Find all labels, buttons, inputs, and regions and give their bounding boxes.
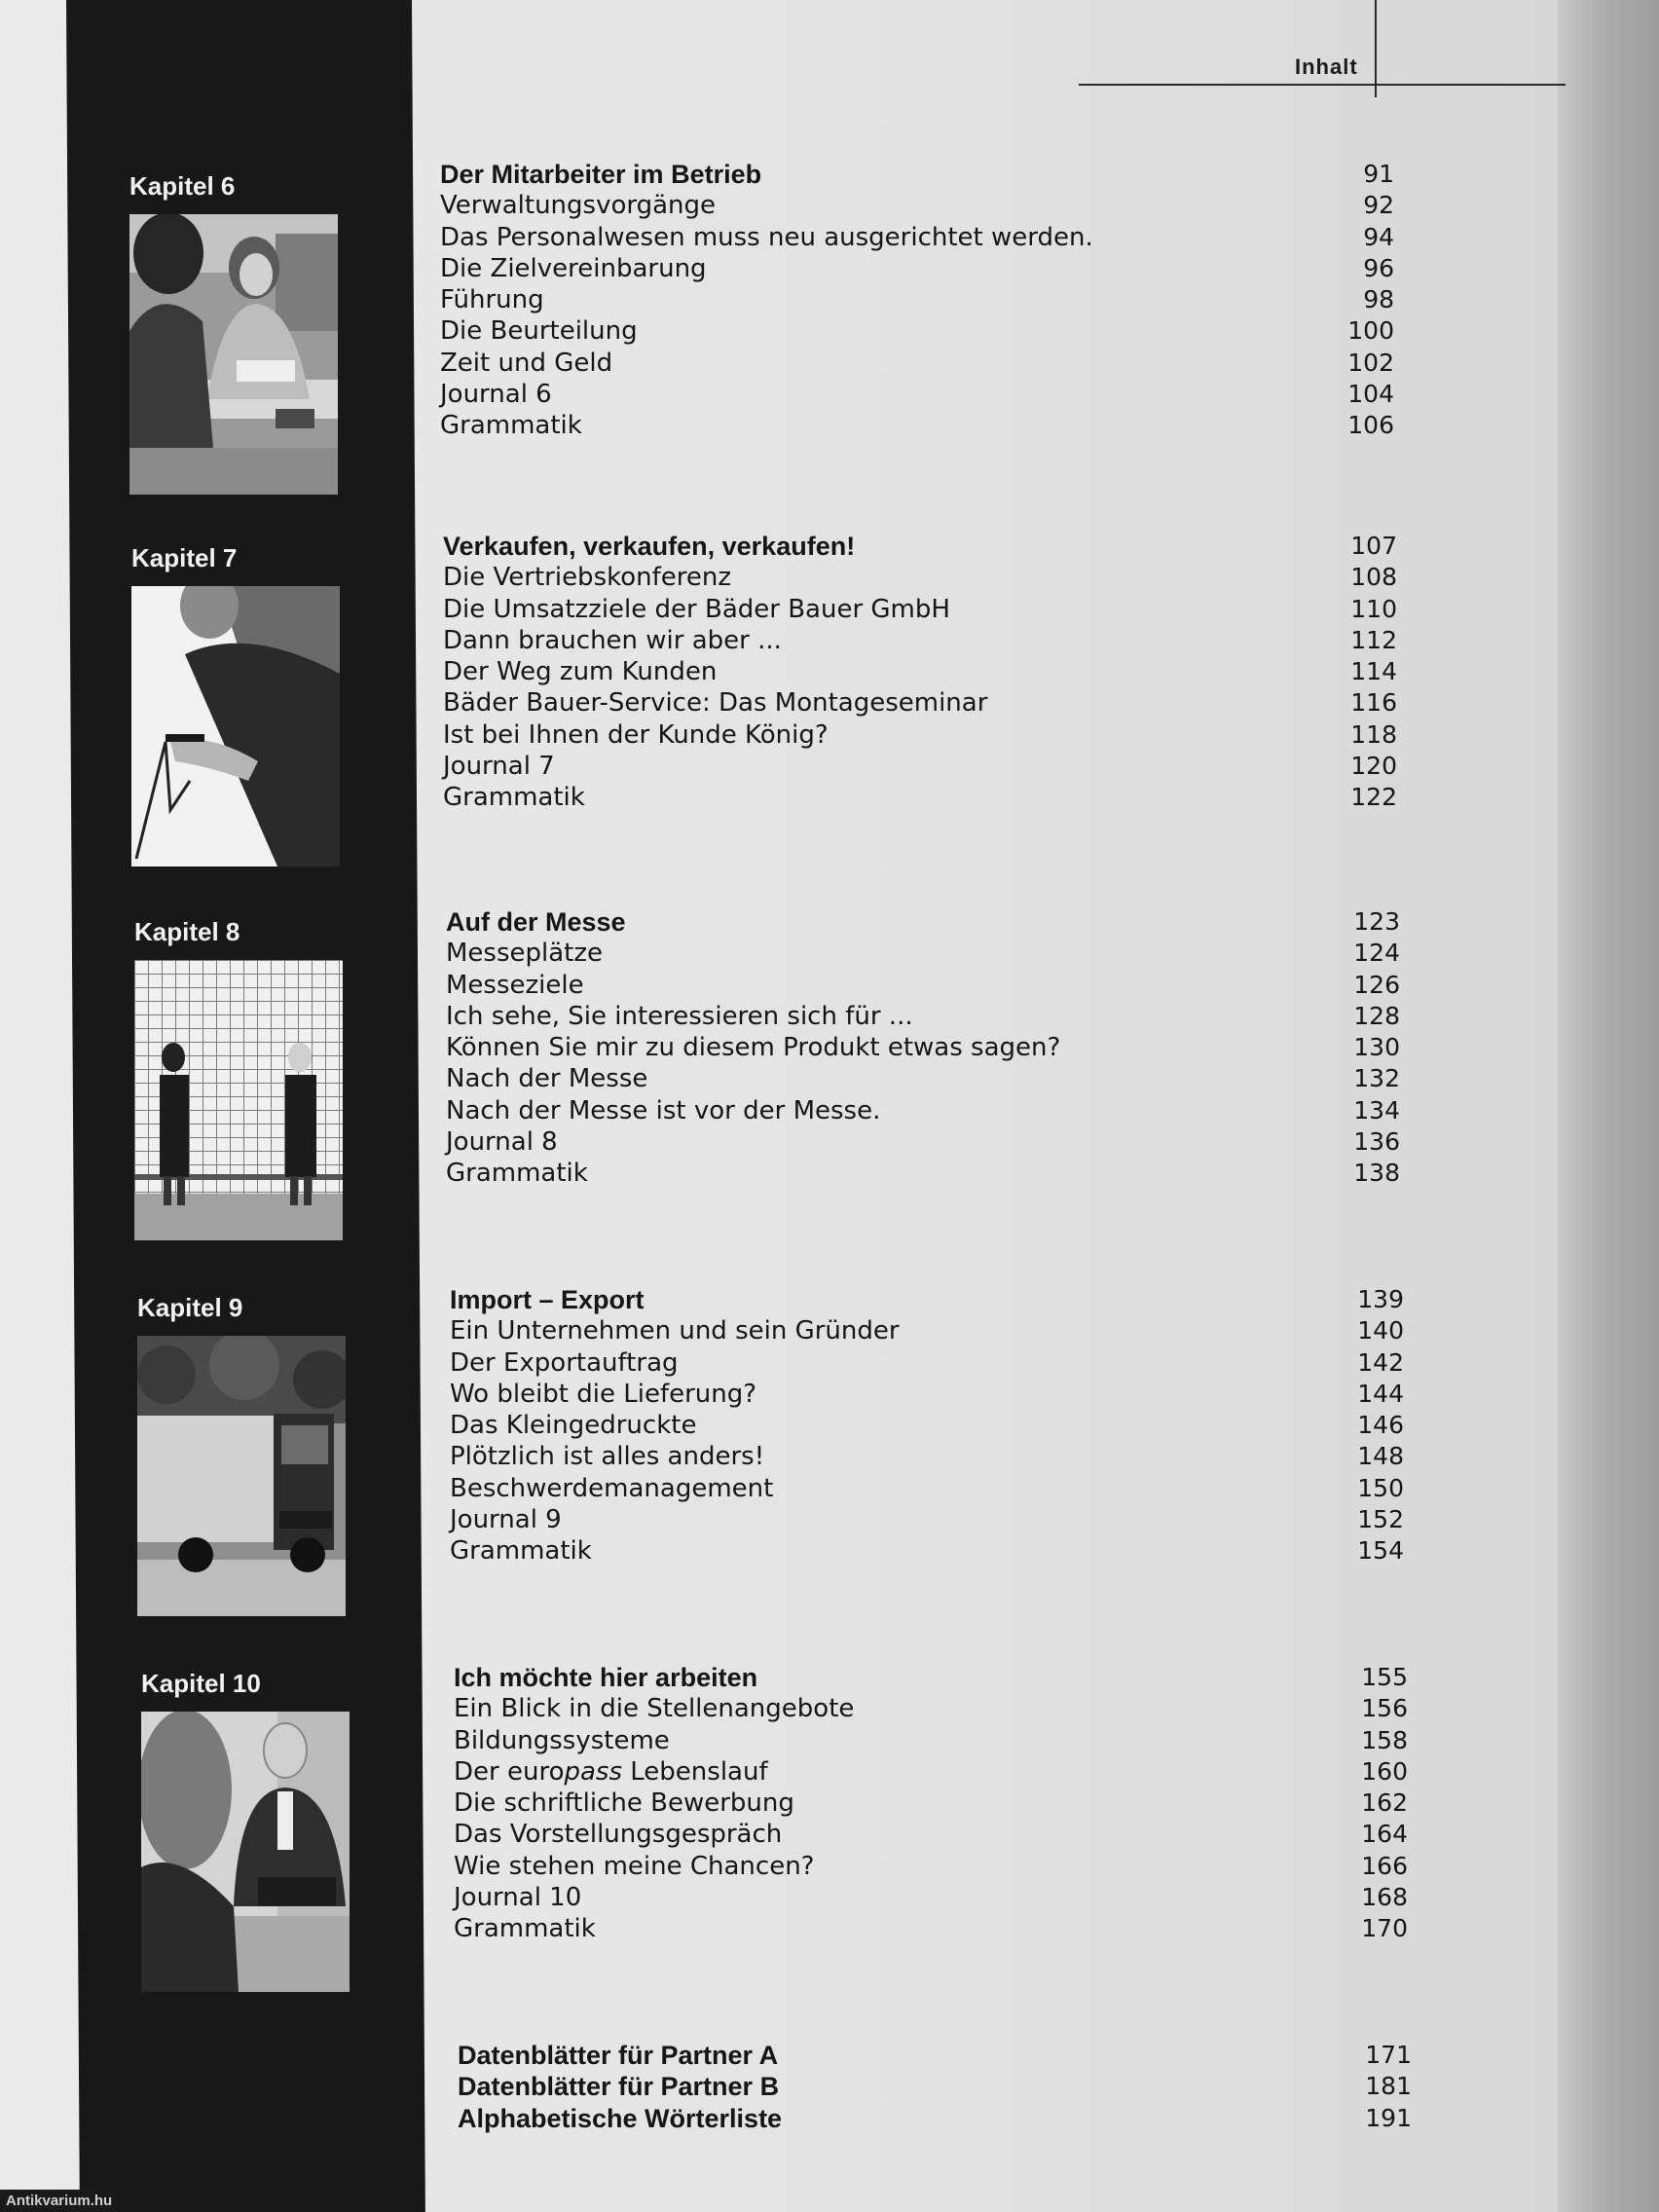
chapter-label: Kapitel 7 xyxy=(131,543,238,572)
toc-entry[interactable]: Der Exportauftrag 142 xyxy=(450,1347,1404,1378)
interview-photo xyxy=(141,1712,350,1992)
toc-entry[interactable]: Führung 98 xyxy=(440,285,1394,315)
toc-entry[interactable]: Messeziele 126 xyxy=(446,970,1400,1000)
toc-entry[interactable]: Ein Blick in die Stellenangebote 156 xyxy=(454,1694,1408,1724)
chapter-6-toc xyxy=(440,159,1394,442)
toc-entry[interactable]: Das Personalwesen muss neu ausgerichtet werden. 94 xyxy=(440,222,1394,252)
toc-entry[interactable]: Das Kleingedruckte 146 xyxy=(450,1411,1404,1441)
toc-entry[interactable]: Grammatik 122 xyxy=(443,783,1397,813)
chapter-10-toc xyxy=(454,1662,1408,1945)
toc-entry[interactable]: Das Vorstellungsgespräch 164 xyxy=(454,1820,1408,1850)
toc-entry[interactable]: Die Beurteilung 100 xyxy=(440,316,1394,347)
appendix-toc xyxy=(458,2040,1412,2134)
meeting-photo xyxy=(129,214,338,495)
toc-entry[interactable]: Alphabetische Wörterliste 191 xyxy=(458,2103,1412,2133)
toc-entry[interactable]: Der Mitarbeiter im Betrieb 91 xyxy=(440,160,1394,189)
watermark: Antikvarium.hu xyxy=(0,2190,118,2212)
toc-entry[interactable]: Verkaufen, verkaufen, verkaufen! 107 xyxy=(443,532,1397,561)
chapter-8-toc xyxy=(446,906,1400,1190)
toc-entry[interactable]: Der Weg zum Kunden 114 xyxy=(443,657,1397,687)
title-part: Lebenslauf xyxy=(622,1756,768,1787)
toc-entry[interactable]: Journal 9 152 xyxy=(450,1505,1404,1535)
toc-entry[interactable]: Die schriftliche Bewerbung 162 xyxy=(454,1788,1408,1819)
toc-entry[interactable]: Datenblätter für Partner B 181 xyxy=(458,2072,1412,2102)
toc-entry[interactable]: Wo bleibt die Lieferung? 144 xyxy=(450,1379,1404,1409)
toc-entry[interactable]: Journal 6 104 xyxy=(440,380,1394,410)
chapter-label: Kapitel 10 xyxy=(141,1669,261,1698)
toc-entry[interactable]: Messeplätze 124 xyxy=(446,939,1400,969)
page-edge xyxy=(1558,0,1659,2212)
toc-entry[interactable]: Ich möchte hier arbeiten 155 xyxy=(454,1663,1408,1692)
toc-entry[interactable]: Datenblätter für Partner A 171 xyxy=(458,2041,1412,2070)
header-divider-vertical xyxy=(1375,0,1377,97)
toc-entry[interactable]: Nach der Messe 132 xyxy=(446,1064,1400,1094)
toc-entry[interactable]: Auf der Messe 123 xyxy=(446,907,1400,937)
chapter-label: Kapitel 6 xyxy=(129,171,236,201)
trade-fair-photo xyxy=(134,960,343,1240)
toc-entry[interactable]: Grammatik 170 xyxy=(454,1914,1408,1944)
toc-entry[interactable]: Bäder Bauer-Service: Das Montageseminar 116 xyxy=(443,688,1397,719)
toc-entry[interactable]: Bildungssysteme 158 xyxy=(454,1725,1408,1755)
toc-entry[interactable]: Nach der Messe ist vor der Messe. 134 xyxy=(446,1095,1400,1125)
chapter-label: Kapitel 8 xyxy=(134,917,240,946)
flipchart-photo xyxy=(131,586,340,866)
chapter-label: Kapitel 9 xyxy=(137,1293,243,1322)
chapter-7-toc xyxy=(443,531,1397,814)
toc-entry[interactable]: Zeit und Geld 102 xyxy=(440,348,1394,378)
toc-entry[interactable]: Die Zielvereinbarung 96 xyxy=(440,253,1394,283)
toc-entry[interactable]: Journal 7 120 xyxy=(443,752,1397,782)
toc-entry[interactable]: Import – Export 139 xyxy=(450,1285,1404,1314)
toc-entry[interactable]: Ein Unternehmen und sein Gründer 140 xyxy=(450,1316,1404,1346)
truck-photo xyxy=(137,1336,346,1616)
toc-entry[interactable]: Die Umsatzziele der Bäder Bauer GmbH 110 xyxy=(443,594,1397,624)
chapter-9-toc xyxy=(450,1284,1404,1567)
toc-entry[interactable]: Journal 10 168 xyxy=(454,1883,1408,1913)
toc-entry[interactable]: Grammatik 106 xyxy=(440,411,1394,441)
toc-entry[interactable]: Grammatik 154 xyxy=(450,1536,1404,1567)
toc-entry[interactable]: Verwaltungsvorgänge 92 xyxy=(440,191,1394,221)
toc-entry[interactable]: Grammatik 138 xyxy=(446,1159,1400,1189)
toc-entry[interactable]: Können Sie mir zu diesem Produkt etwas sagen? 130 xyxy=(446,1033,1400,1063)
title-part-italic: pass xyxy=(564,1756,623,1787)
header-divider-horizontal xyxy=(1079,84,1566,86)
toc-entry[interactable]: Beschwerdemanagement 150 xyxy=(450,1473,1404,1503)
toc-entry[interactable]: Plötzlich ist alles anders! 148 xyxy=(450,1442,1404,1472)
toc-entry[interactable]: Ist bei Ihnen der Kunde König? 118 xyxy=(443,719,1397,750)
toc-entry[interactable]: Die Vertriebskonferenz 108 xyxy=(443,563,1397,593)
title-part: Der euro xyxy=(454,1756,565,1787)
toc-entry[interactable]: Ich sehe, Sie interessieren sich für ... 128 xyxy=(446,1001,1400,1031)
toc-entry[interactable]: Journal 8 136 xyxy=(446,1127,1400,1158)
section-header: Inhalt xyxy=(1295,55,1358,79)
toc-entry[interactable]: Der europass Lebenslauf 160 xyxy=(454,1756,1408,1787)
toc-entry[interactable]: Wie stehen meine Chancen? 166 xyxy=(454,1851,1408,1881)
toc-entry[interactable]: Dann brauchen wir aber ... 112 xyxy=(443,625,1397,655)
